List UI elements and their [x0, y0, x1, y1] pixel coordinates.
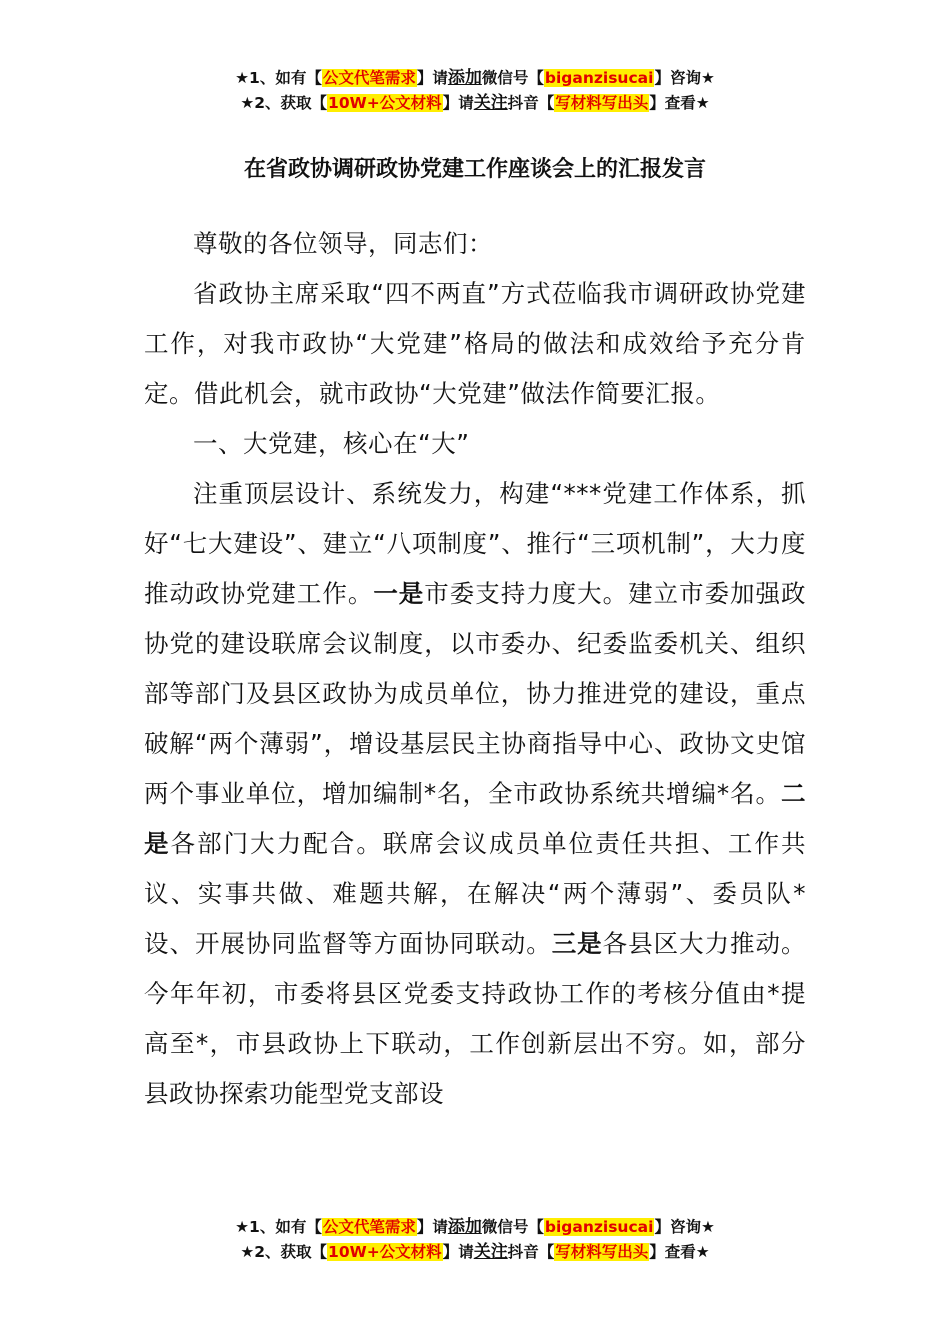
highlight-wechat-id: biganzisucai — [544, 1218, 654, 1236]
highlight-douyin-account: 写材料写出头 — [555, 1243, 649, 1261]
banner-line-2: ★2、获取【10W+公文材料】请关注抖音【写材料写出头】查看★ — [240, 1242, 710, 1262]
header-banner — [0, 66, 950, 116]
highlight-materials: 10W+公文材料 — [328, 94, 442, 112]
highlight-wechat-id: biganzisucai — [544, 69, 654, 87]
footer-banner — [0, 1215, 950, 1265]
paragraph-section-1: 注重顶层设计、系统发力，构建“***党建工作体系，抓好“七大建设”、建立“八项制度”、推行“三项机制”，大力度推动政协党建工作。一是市委支持力度大。建立市委加强政协党的建设联席会议制度，以市委办、纪委监委机关、组织部等部门及县区政协为成员单位，协力推进党的建设，重点破解“两个薄弱”，增设基层民主协商指导中心、政协文史馆两个事业单位，增加编制*名，全市政协系统共增编*名。二是各部门大力配合。联席会议成员单位责任共担、工作共议、实事共做、难题共解，在解决“两个薄弱”、委员队*设、开展协同监督等方面协同联动。三是各县区大力推动。今年年初，市委将县区党委支持政协工作的考核分值由*提高至*，市县政协上下联动，工作创新层出不穷。如，部分县政协探索功能型党支部设 — [144, 479, 807, 1108]
highlight-douyin-account: 写材料写出头 — [555, 94, 649, 112]
point-marker-2: 二是 — [144, 779, 806, 858]
salutation: 尊敬的各位领导，同志们： — [193, 229, 493, 258]
section-heading-1: 一、大党建，核心在“大” — [193, 429, 470, 458]
document-title: 在省政协调研政协党建工作座谈会上的汇报发言 — [243, 157, 706, 182]
banner-line-2: ★2、获取【10W+公文材料】请关注抖音【写材料写出头】查看★ — [240, 93, 710, 113]
banner-line-1: ★1、如有【公文代笔需求】请添加微信号【biganzisucai】咨询★ — [235, 1217, 715, 1237]
highlight-ghostwriting: 公文代笔需求 — [322, 69, 416, 87]
document-body — [144, 219, 806, 1119]
paragraph-intro: 省政协主席采取“四不两直”方式莅临我市调研政协党建工作，对我市政协“大党建”格局的做法和成效给予充分肯定。借此机会，就市政协“大党建”做法作简要汇报。 — [144, 279, 806, 408]
highlight-ghostwriting: 公文代笔需求 — [322, 1218, 416, 1236]
highlight-materials: 10W+公文材料 — [328, 1243, 442, 1261]
point-marker-3: 三是 — [551, 929, 603, 958]
point-marker-1: 一是 — [373, 579, 425, 608]
banner-line-1: ★1、如有【公文代笔需求】请添加微信号【biganzisucai】咨询★ — [235, 68, 715, 88]
